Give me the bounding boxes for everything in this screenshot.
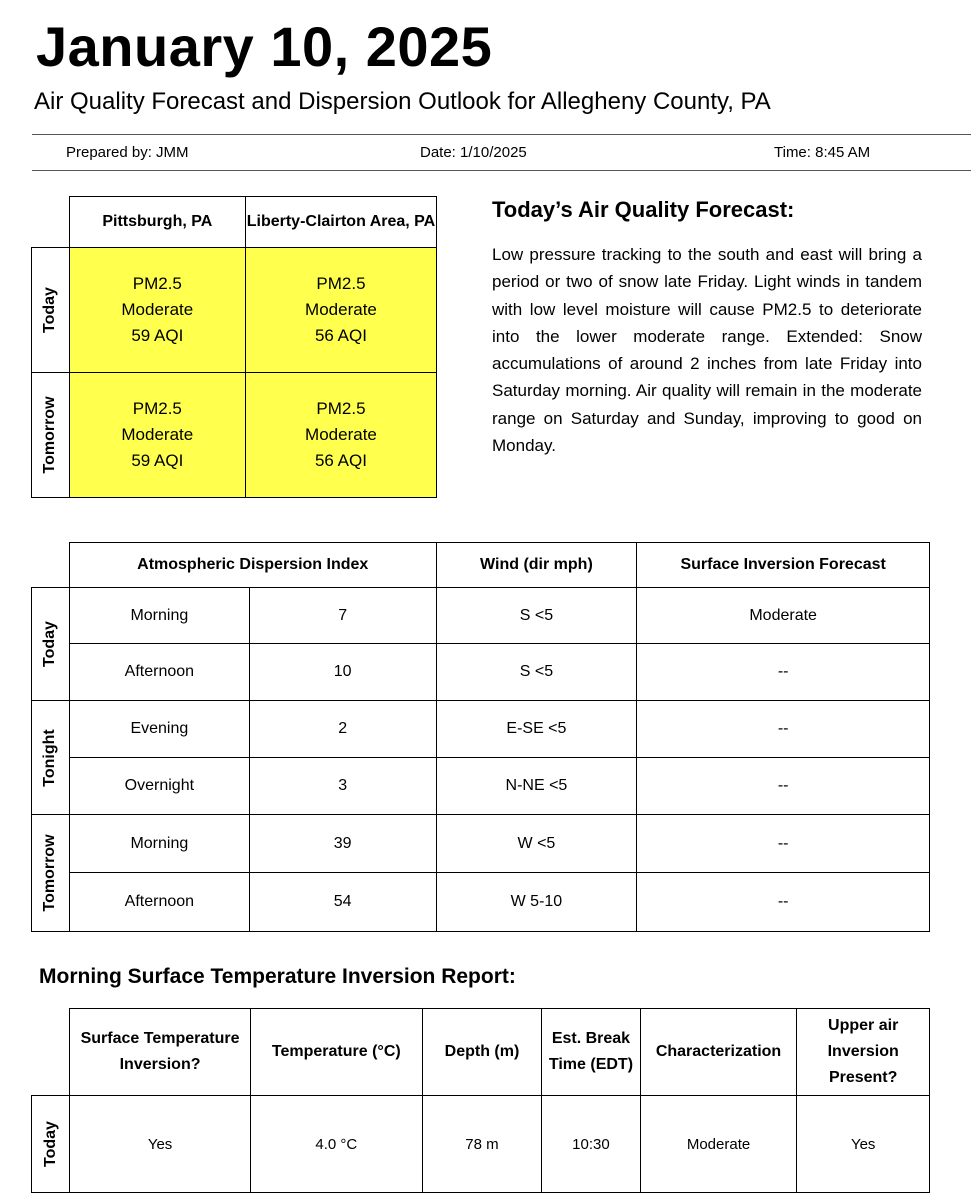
column-header-surface-inversion: Surface Temperature Inversion? <box>70 1009 251 1096</box>
adi-value: 54 <box>249 873 436 932</box>
table-corner <box>32 543 70 588</box>
table-row <box>32 758 930 815</box>
adi-value: 39 <box>249 815 436 873</box>
wind-value: S <5 <box>436 588 637 644</box>
aqi-value: 56 AQI <box>314 451 367 470</box>
adi-value: 10 <box>249 644 436 701</box>
wind-value: W <5 <box>436 815 637 873</box>
aqi-cell <box>245 248 436 373</box>
aqi-category: Moderate <box>121 300 194 319</box>
prepared-by: Prepared by: JMM <box>66 144 189 161</box>
table-row <box>32 701 930 758</box>
pollutant: PM2.5 <box>132 399 182 418</box>
column-header-adi: Atmospheric Dispersion Index <box>69 543 436 588</box>
aqi-value: 59 AQI <box>131 451 184 470</box>
row-label-today: Today <box>32 248 70 373</box>
period: Overnight <box>69 758 249 815</box>
wind-value: S <5 <box>436 644 637 701</box>
aqi-category: Moderate <box>305 425 377 444</box>
aqi-forecast-table <box>31 196 437 498</box>
column-header-upper-air: Upper air Inversion Present? <box>797 1009 930 1096</box>
inversion-value: -- <box>637 644 930 701</box>
aqi-category: Moderate <box>121 425 194 444</box>
period: Morning <box>69 815 249 873</box>
inversion-value: Moderate <box>637 588 930 644</box>
aqi-row-today <box>32 248 437 373</box>
table-corner <box>32 197 70 248</box>
period: Morning <box>69 588 249 644</box>
surface-inversion-value: Yes <box>70 1096 251 1193</box>
row-label-tomorrow: Tomorrow <box>32 815 70 932</box>
aqi-value: 56 AQI <box>314 326 367 345</box>
dispersion-header-row <box>32 543 930 588</box>
period: Afternoon <box>69 873 249 932</box>
depth-value: 78 m <box>422 1096 542 1193</box>
column-header-inversion: Surface Inversion Forecast <box>637 543 930 588</box>
row-label-tomorrow: Tomorrow <box>32 373 70 498</box>
column-header-wind: Wind (dir mph) <box>436 543 637 588</box>
table-row <box>32 644 930 701</box>
table-corner <box>32 1009 70 1096</box>
table-row <box>32 588 930 644</box>
temperature-value: 4.0 °C <box>250 1096 422 1193</box>
inversion-value: -- <box>637 758 930 815</box>
inversion-value: -- <box>637 701 930 758</box>
aqi-category: Moderate <box>305 300 377 319</box>
characterization-value: Moderate <box>640 1096 797 1193</box>
period: Afternoon <box>69 644 249 701</box>
column-header-pittsburgh: Pittsburgh, PA <box>69 197 245 248</box>
column-header-characterization: Characterization <box>640 1009 797 1096</box>
page-subtitle: Air Quality Forecast and Dispersion Outlook for Allegheny County, PA <box>34 88 771 115</box>
upper-air-value: Yes <box>797 1096 930 1193</box>
pollutant: PM2.5 <box>316 399 366 418</box>
table-row <box>32 1096 930 1193</box>
inversion-value: -- <box>637 815 930 873</box>
table-row <box>32 873 930 932</box>
aqi-value: 59 AQI <box>131 326 184 345</box>
inversion-value: -- <box>637 873 930 932</box>
aqi-row-tomorrow <box>32 373 437 498</box>
wind-value: W 5-10 <box>436 873 637 932</box>
row-label-today: Today <box>32 588 70 701</box>
column-header-liberty-clairton: Liberty-Clairton Area, PA <box>245 197 436 248</box>
aqi-cell <box>69 248 245 373</box>
page-title: January 10, 2025 <box>36 15 493 78</box>
column-header-depth: Depth (m) <box>422 1009 542 1096</box>
forecast-title: Today’s Air Quality Forecast: <box>492 197 795 222</box>
aqi-cell <box>69 373 245 498</box>
inversion-report-table <box>31 1008 930 1193</box>
wind-value: E-SE <5 <box>436 701 637 758</box>
table-row <box>32 815 930 873</box>
column-header-break-time: Est. Break Time (EDT) <box>542 1009 640 1096</box>
break-time-value: 10:30 <box>542 1096 640 1193</box>
aqi-header-row <box>32 197 437 248</box>
dispersion-table <box>31 542 930 932</box>
report-date: Date: 1/10/2025 <box>420 144 527 161</box>
period: Evening <box>69 701 249 758</box>
report-time: Time: 8:45 AM <box>774 144 871 161</box>
inversion-report-title: Morning Surface Temperature Inversion Report: <box>39 965 516 988</box>
pollutant: PM2.5 <box>132 274 182 293</box>
divider-top <box>32 134 971 135</box>
aqi-cell <box>245 373 436 498</box>
row-label-tonight: Tonight <box>32 701 70 815</box>
row-label-today: Today <box>32 1096 70 1193</box>
column-header-temperature: Temperature (°C) <box>250 1009 422 1096</box>
adi-value: 2 <box>249 701 436 758</box>
forecast-text: Low pressure tracking to the south and east will bring a period or two of snow late Friday. Light winds in tandem with low level moisture will cause PM2.5 to deteriorate into the lower moderate range. Extended: Snow accumulations of around 2 inches from late Friday into Saturday morning. Air quality will remain in the moderate range on Saturday and Sunday, improving to good on Monday. <box>492 245 922 456</box>
wind-value: N-NE <5 <box>436 758 637 815</box>
inversion-header-row <box>32 1009 930 1096</box>
divider-bottom <box>32 170 971 171</box>
adi-value: 3 <box>249 758 436 815</box>
adi-value: 7 <box>249 588 436 644</box>
pollutant: PM2.5 <box>316 274 366 293</box>
